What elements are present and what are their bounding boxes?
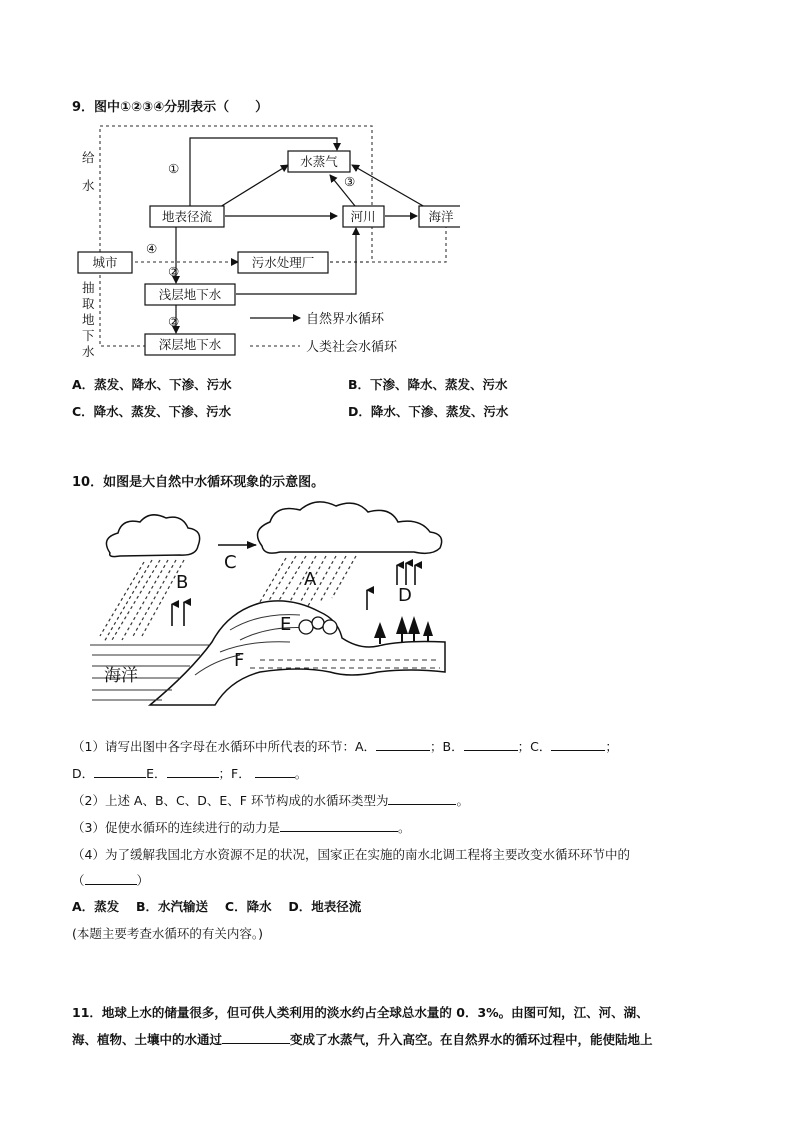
q10-part2: （2）上述 A、B、C、D、E、F 环节构成的水循环类型为 。 [72, 793, 469, 808]
side-supply-1: 给 [82, 150, 95, 165]
q10-part1-line2: D． E． ；F． 。 [72, 766, 308, 781]
legend-human: 人类社会水循环 [306, 340, 398, 355]
side-pump-2: 取 [82, 296, 95, 311]
marker-4: ④ [146, 241, 158, 256]
label-e: E [280, 614, 292, 635]
node-runoff: 地表径流 [161, 209, 213, 224]
side-pump-3: 地 [82, 312, 95, 327]
arrow-ocean-vapor [352, 165, 425, 207]
pump-path [100, 275, 148, 346]
node-river: 河川 [350, 209, 376, 224]
node-shallow: 浅层地下水 [158, 287, 222, 302]
blank-d[interactable] [94, 765, 146, 778]
marker-1: ① [168, 161, 180, 176]
q9-option-c[interactable]: C．降水、蒸发、下渗、污水 [72, 404, 232, 419]
arrow-runoff-vapor [220, 165, 288, 207]
q11-line1: 11．地球上水的储量很多，但可供人类利用的淡水约占全球总水量的 0．3%。由图可知，江、河、湖、 [72, 1005, 649, 1020]
q10-stem: 10．如图是大自然中水循环现象的示意图。 [72, 475, 325, 490]
label-ocean: 海洋 [104, 666, 138, 686]
q10-part4-answer: （ ） [72, 873, 150, 888]
q9-stem: 9．图中①②③④分别表示（ ） [72, 100, 269, 115]
blank-b[interactable] [464, 738, 518, 751]
node-deep: 深层地下水 [158, 337, 222, 352]
side-pump-1: 抽 [82, 280, 95, 295]
rain-b [100, 560, 184, 642]
side-pump-5: 水 [82, 344, 95, 359]
node-city: 城市 [92, 255, 118, 270]
q10-note: (本题主要考查水循环的有关内容。) [72, 926, 264, 941]
blank-c[interactable] [551, 738, 605, 751]
natural-water-cycle-illustration [85, 500, 455, 710]
q11-line2: 海、植物、土壤中的水通过 变成了水蒸气，升入高空。在自然界水的循环过程中，能使陆地上 [72, 1032, 653, 1047]
q9-option-d[interactable]: D．降水、下渗、蒸发、污水 [348, 404, 509, 419]
q10-part4-choices[interactable]: A．蒸发 B．水汽输送 C．降水 D．地表径流 [72, 899, 362, 914]
marker-2a: ② [168, 264, 180, 279]
q9-option-b[interactable]: B．下渗、降水、蒸发、污水 [348, 377, 508, 392]
blank-a[interactable] [376, 738, 430, 751]
label-f: F [234, 650, 245, 671]
q10-part4: （4）为了缓解我国北方水资源不足的状况，国家正在实施的南水北调工程将主要改变水循环环节中的 [72, 847, 630, 862]
node-sewage: 污水处理厂 [251, 255, 315, 270]
q10-part3: （3）促使水循环的连续进行的动力是 。 [72, 820, 411, 835]
sewage-to-ocean-path [330, 225, 446, 262]
label-d: D [398, 585, 412, 606]
q10-part1-line1: （1）请写出图中各字母在水循环中所代表的环节：A． ；B． ；C． ； [72, 739, 618, 754]
water-cycle-flow-diagram [70, 118, 460, 368]
left-cloud [106, 515, 199, 557]
blank-part4[interactable] [85, 872, 137, 885]
blank-cycle-type[interactable] [388, 792, 456, 805]
blank-e[interactable] [167, 765, 219, 778]
node-ocean: 海洋 [428, 209, 454, 224]
label-c: C [224, 552, 237, 573]
land-hill [150, 601, 445, 705]
node-vapor: 水蒸气 [300, 154, 338, 169]
side-pump-4: 下 [82, 328, 95, 343]
side-supply-2: 水 [82, 178, 95, 193]
blank-driving-force[interactable] [280, 819, 398, 832]
legend-natural: 自然界水循环 [306, 312, 385, 327]
blank-f[interactable] [255, 765, 295, 778]
blank-q11[interactable] [222, 1031, 290, 1044]
label-a: A [304, 569, 317, 590]
q9-option-a[interactable]: A．蒸发、降水、下渗、污水 [72, 377, 232, 392]
label-b: B [176, 572, 189, 593]
marker-3: ③ [344, 174, 356, 189]
supply-path [100, 126, 372, 262]
marker-2b: ② [168, 314, 180, 329]
right-cloud [258, 502, 442, 553]
